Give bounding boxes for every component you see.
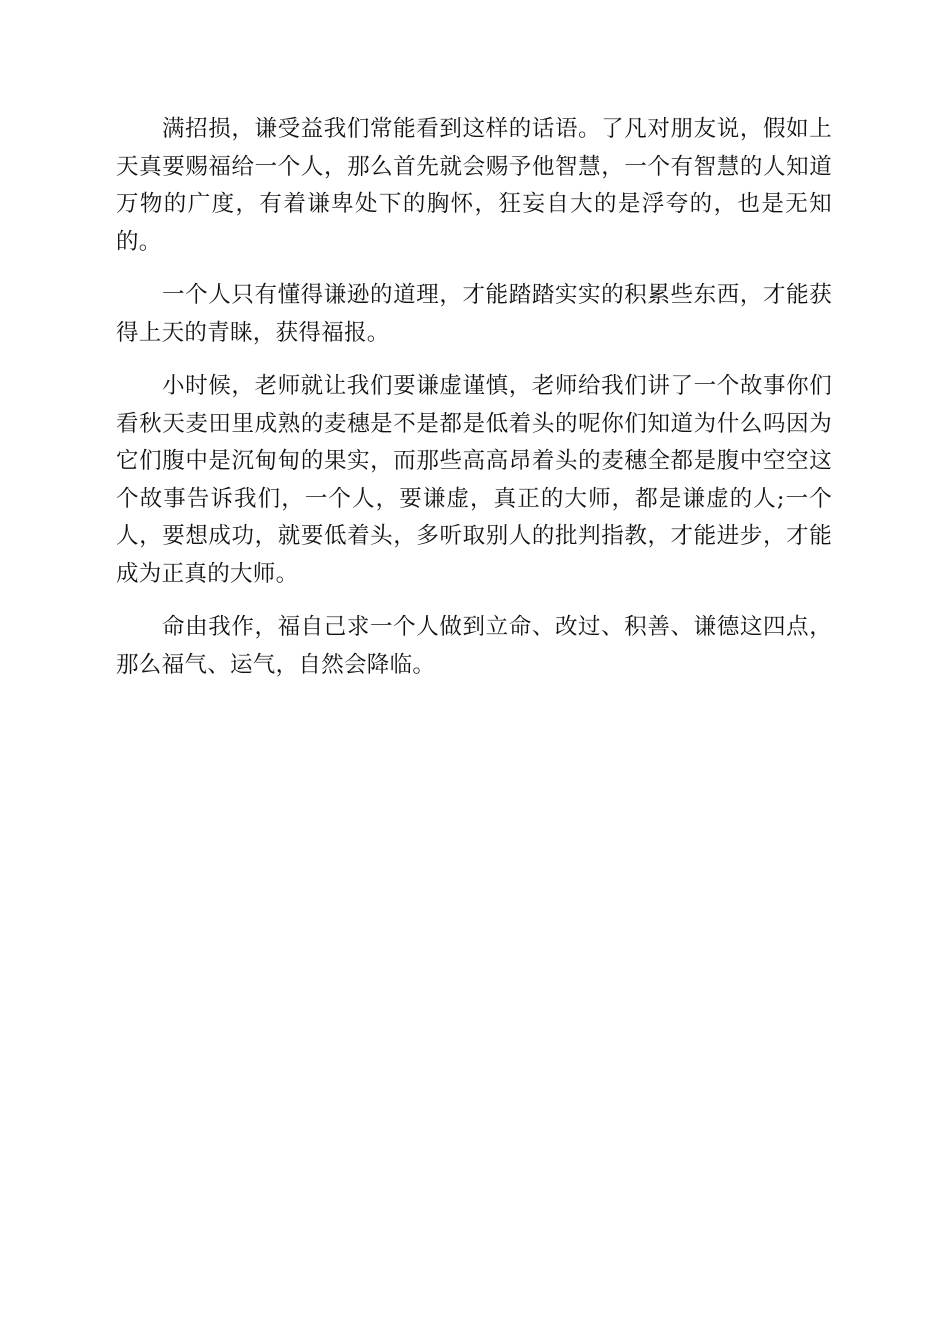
paragraph-4: 命由我作，福自己求一个人做到立命、改过、积善、谦德这四点，那么福气、运气，自然会降临。 (116, 614, 832, 678)
document-body (116, 111, 832, 700)
paragraph-3: 小时候，老师就让我们要谦虚谨慎，老师给我们讲了一个故事你们看秋天麦田里成熟的麦穗是不是都是低着头的呢你们知道为什么吗因为它们腹中是沉甸甸的果实，而那些高高昂着头的麦穗全都是腹中空空这个故事告诉我们，一个人，要谦虚，真正的大师，都是谦虚的人;一个人，要想成功，就要低着头，多听取别人的批判指教，才能进步，才能成为正真的大师。 (116, 373, 832, 587)
paragraph-1: 满招损，谦受益我们常能看到这样的话语。了凡对朋友说，假如上天真要赐福给一个人，那么首先就会赐予他智慧，一个有智慧的人知道万物的广度，有着谦卑处下的胸怀，狂妄自大的是浮夸的，也是无知的。 (116, 116, 832, 255)
paragraph-2: 一个人只有懂得谦逊的道理，才能踏踏实实的积累些东西，才能获得上天的青睐，获得福报。 (116, 282, 832, 346)
